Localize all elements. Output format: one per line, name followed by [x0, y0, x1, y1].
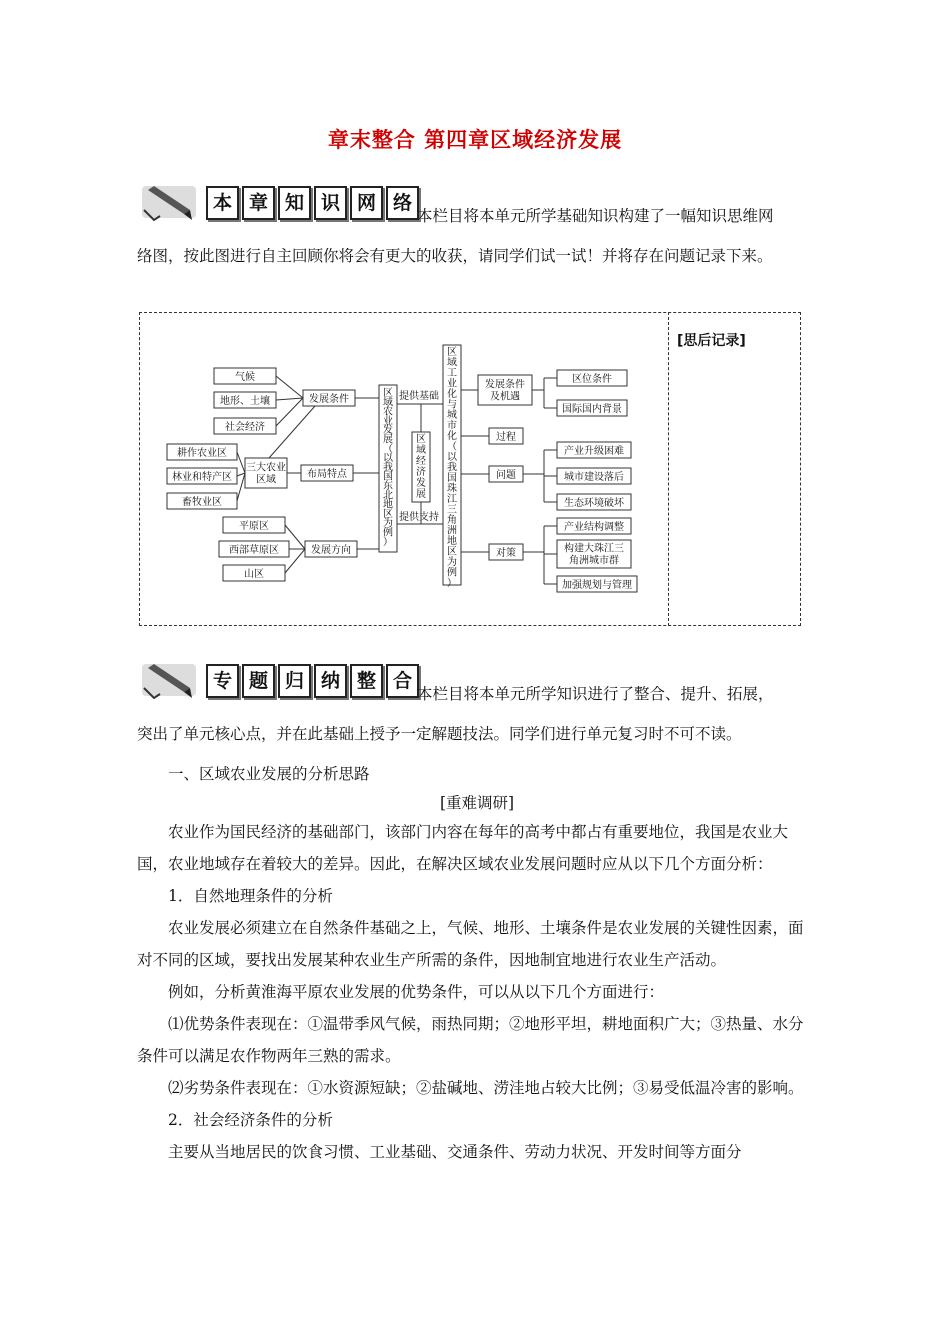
map-node-right-mid: 过程: [496, 432, 516, 443]
map-node-left-mid: 布局特点: [307, 469, 347, 480]
intro-line: 本栏目将本单元所学基础知识构建了一幅知识思维网: [417, 207, 774, 225]
body-text: [137, 758, 817, 1168]
label-char: 合: [386, 664, 419, 698]
intro-line: 突出了单元核心点，并在此基础上授予一定解题技法。同学们进行单元复习时不可不读。: [137, 725, 742, 743]
map-node-right-leaf: 产业结构调整: [564, 522, 624, 533]
label-char: 纳: [314, 664, 347, 698]
page-title: 章末整合 第四章区域经济发展: [327, 127, 623, 152]
label-char: 题: [242, 664, 275, 698]
subheading: 2．社会经济条件的分析: [168, 1111, 333, 1129]
map-link-label: 提供基础: [399, 391, 439, 402]
map-node-right-leaf: 城市建设落后: [564, 472, 624, 483]
paragraph: 农业发展必须建立在自然条件基础之上，气候、地形、土壤条件是农业发展的关键性因素，面对不同的区域，要找出发展某种农业生产所需的条件，因地制宜地进行农业生产活动。: [137, 919, 804, 969]
map-link-label: 提供支持: [399, 512, 439, 523]
label-char: 整: [350, 664, 383, 698]
map-node-left-leaf: 西部草原区: [229, 545, 279, 556]
map-node-left-mid: 发展方向: [311, 545, 351, 556]
map-node-center: 区域经济发展: [416, 434, 426, 500]
map-node-right-center: 区域工业化与城市化（以我国珠江三角洲地区为例）: [447, 347, 457, 589]
memo-label: [思后记录]: [677, 333, 746, 349]
intro-line: 络图，按此图进行自主回顾你将会有更大的收获，请同学们试一试！并将存在问题记录下来。: [137, 247, 773, 265]
label-char: 专: [206, 664, 239, 698]
map-node-right-leaf: 国际国内背景: [562, 404, 622, 415]
label-char: 本: [206, 186, 239, 220]
label-char: 知: [278, 186, 311, 220]
map-node-right-leaf: 生态环境破坏: [564, 498, 624, 509]
label-char: 络: [386, 186, 419, 220]
map-node-right-leaf: 区位条件: [572, 374, 612, 385]
label-char: 网: [350, 186, 383, 220]
section1-intro: [137, 200, 817, 272]
map-node-left-leaf: 畜牧业区: [182, 497, 222, 508]
map-node-left-leaf: 气候: [235, 372, 255, 383]
map-node-left-mid: 三大农业区域: [246, 462, 286, 486]
map-node-left-leaf: 林业和特产区: [172, 472, 232, 483]
map-node-right-leaf: 加强规划与管理: [562, 580, 632, 591]
map-node-left-leaf: 山区: [244, 569, 264, 580]
label-char: 归: [278, 664, 311, 698]
map-node-right-mid: 发展条件及机遇: [485, 379, 525, 403]
paragraph: ⑵劣势条件表现在：①水资源短缺；②盐碱地、涝洼地占较大比例；③易受低温冷害的影响。: [168, 1079, 804, 1097]
intro-line: 本栏目将本单元所学知识进行了整合、提升、拓展，: [417, 685, 774, 703]
heading-1: 一、区域农业发展的分析思路: [168, 765, 370, 783]
mind-map: [139, 312, 669, 626]
map-node-left-leaf: 社会经济: [225, 422, 265, 433]
map-node-left-mid: 发展条件: [309, 394, 349, 405]
map-node-left-leaf: 耕作农业区: [177, 448, 227, 459]
label-char: 章: [242, 186, 275, 220]
map-node-right-mid: 对策: [496, 548, 516, 559]
map-node-left-leaf: 平原区: [239, 521, 269, 532]
subheading: 1．自然地理条件的分析: [168, 887, 333, 905]
tag: [重难调研]: [439, 794, 515, 812]
paragraph: 农业作为国民经济的基础部门，该部门内容在每年的高考中都占有重要地位，我国是农业大国，农业地域存在着较大的差异。因此，在解决区域农业发展问题时应从以下几个方面分析：: [137, 823, 789, 873]
map-node-left-center: 区域农业发展（以我国东北地区为例）: [383, 388, 393, 548]
paragraph: 主要从当地居民的饮食习惯、工业基础、交通条件、劳动力状况、开发时间等方面分: [168, 1143, 742, 1161]
map-node-right-leaf: 构建大珠江三角洲城市群: [564, 543, 624, 567]
paragraph: 例如，分析黄淮海平原农业发展的优势条件，可以从以下几个方面进行：: [168, 983, 665, 1001]
map-node-right-leaf: 产业升级困难: [564, 446, 624, 457]
section2-intro: [137, 678, 817, 750]
paragraph: ⑴优势条件表现在：①温带季风气候，雨热同期；②地形平坦，耕地面积广大；③热量、水分条件可以满足农作物两年三熟的需求。: [137, 1015, 804, 1065]
label-char: 识: [314, 186, 347, 220]
map-node-left-leaf: 地形、土壤: [220, 396, 270, 407]
map-node-right-mid: 问题: [496, 470, 516, 481]
